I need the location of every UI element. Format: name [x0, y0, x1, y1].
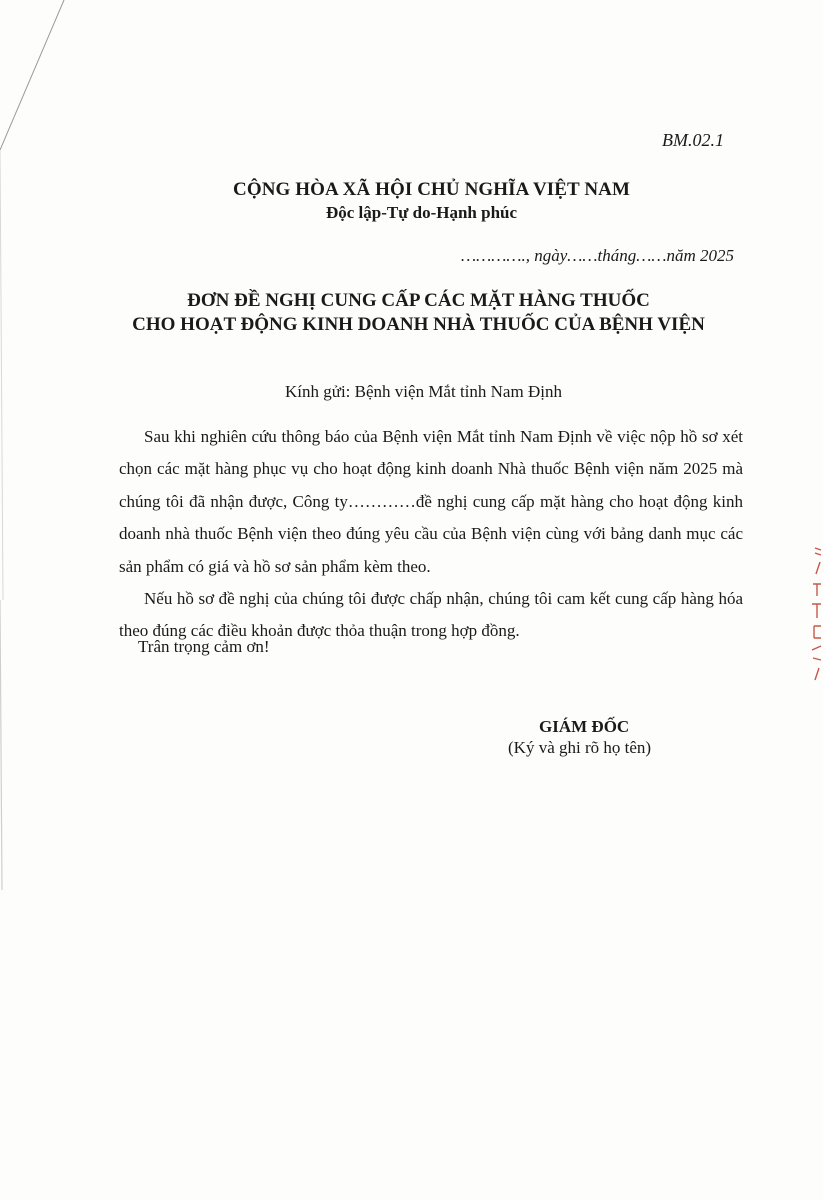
- document-title-line-1: ĐƠN ĐỀ NGHỊ CUNG CẤP CÁC MẶT HÀNG THUỐC: [187, 290, 650, 311]
- body-paragraph-1: Sau khi nghiên cứu thông báo của Bệnh viện Mắt tỉnh Nam Định về việc nộp hồ sơ xét chọn các mặt hàng phục vụ cho hoạt động kinh doanh Nhà thuốc Bệnh viện năm 2025 mà chúng tôi đã nhận được, Công ty…………đề nghị cung cấp mặt hàng cho hoạt động kinh doanh nhà thuốc Bệnh viện theo đúng yêu cầu của Bệnh viện cùng với bảng danh mục các sản phẩm có giá và hồ sơ sản phẩm kèm theo.: [119, 427, 743, 576]
- closing-line: Trân trọng cảm ơn!: [138, 637, 270, 656]
- body-paragraph-2: Nếu hồ sơ đề nghị của chúng tôi được chấp nhận, chúng tôi cam kết cung cấp hàng hóa theo đúng các điều khoản được thỏa thuận trong hợp đồng.: [119, 589, 743, 641]
- document-title-line-2: CHO HOẠT ĐỘNG KINH DOANH NHÀ THUỐC CỦA BỆNH VIỆN: [132, 314, 705, 335]
- addressee: Kính gửi: Bệnh viện Mắt tỉnh Nam Định: [285, 382, 562, 401]
- red-stamp-edge: [809, 540, 823, 690]
- date-line: …………., ngày……tháng……năm 2025: [461, 246, 734, 265]
- signature-note: (Ký và ghi rõ họ tên): [508, 738, 652, 757]
- body-text: [119, 421, 743, 648]
- national-title: CỘNG HÒA XÃ HỘI CHỦ NGHĨA VIỆT NAM: [233, 179, 630, 200]
- form-code: BM.02.1: [662, 130, 724, 150]
- national-motto: Độc lập-Tự do-Hạnh phúc: [325, 203, 518, 222]
- signature-title: GIÁM ĐỐC: [539, 717, 630, 736]
